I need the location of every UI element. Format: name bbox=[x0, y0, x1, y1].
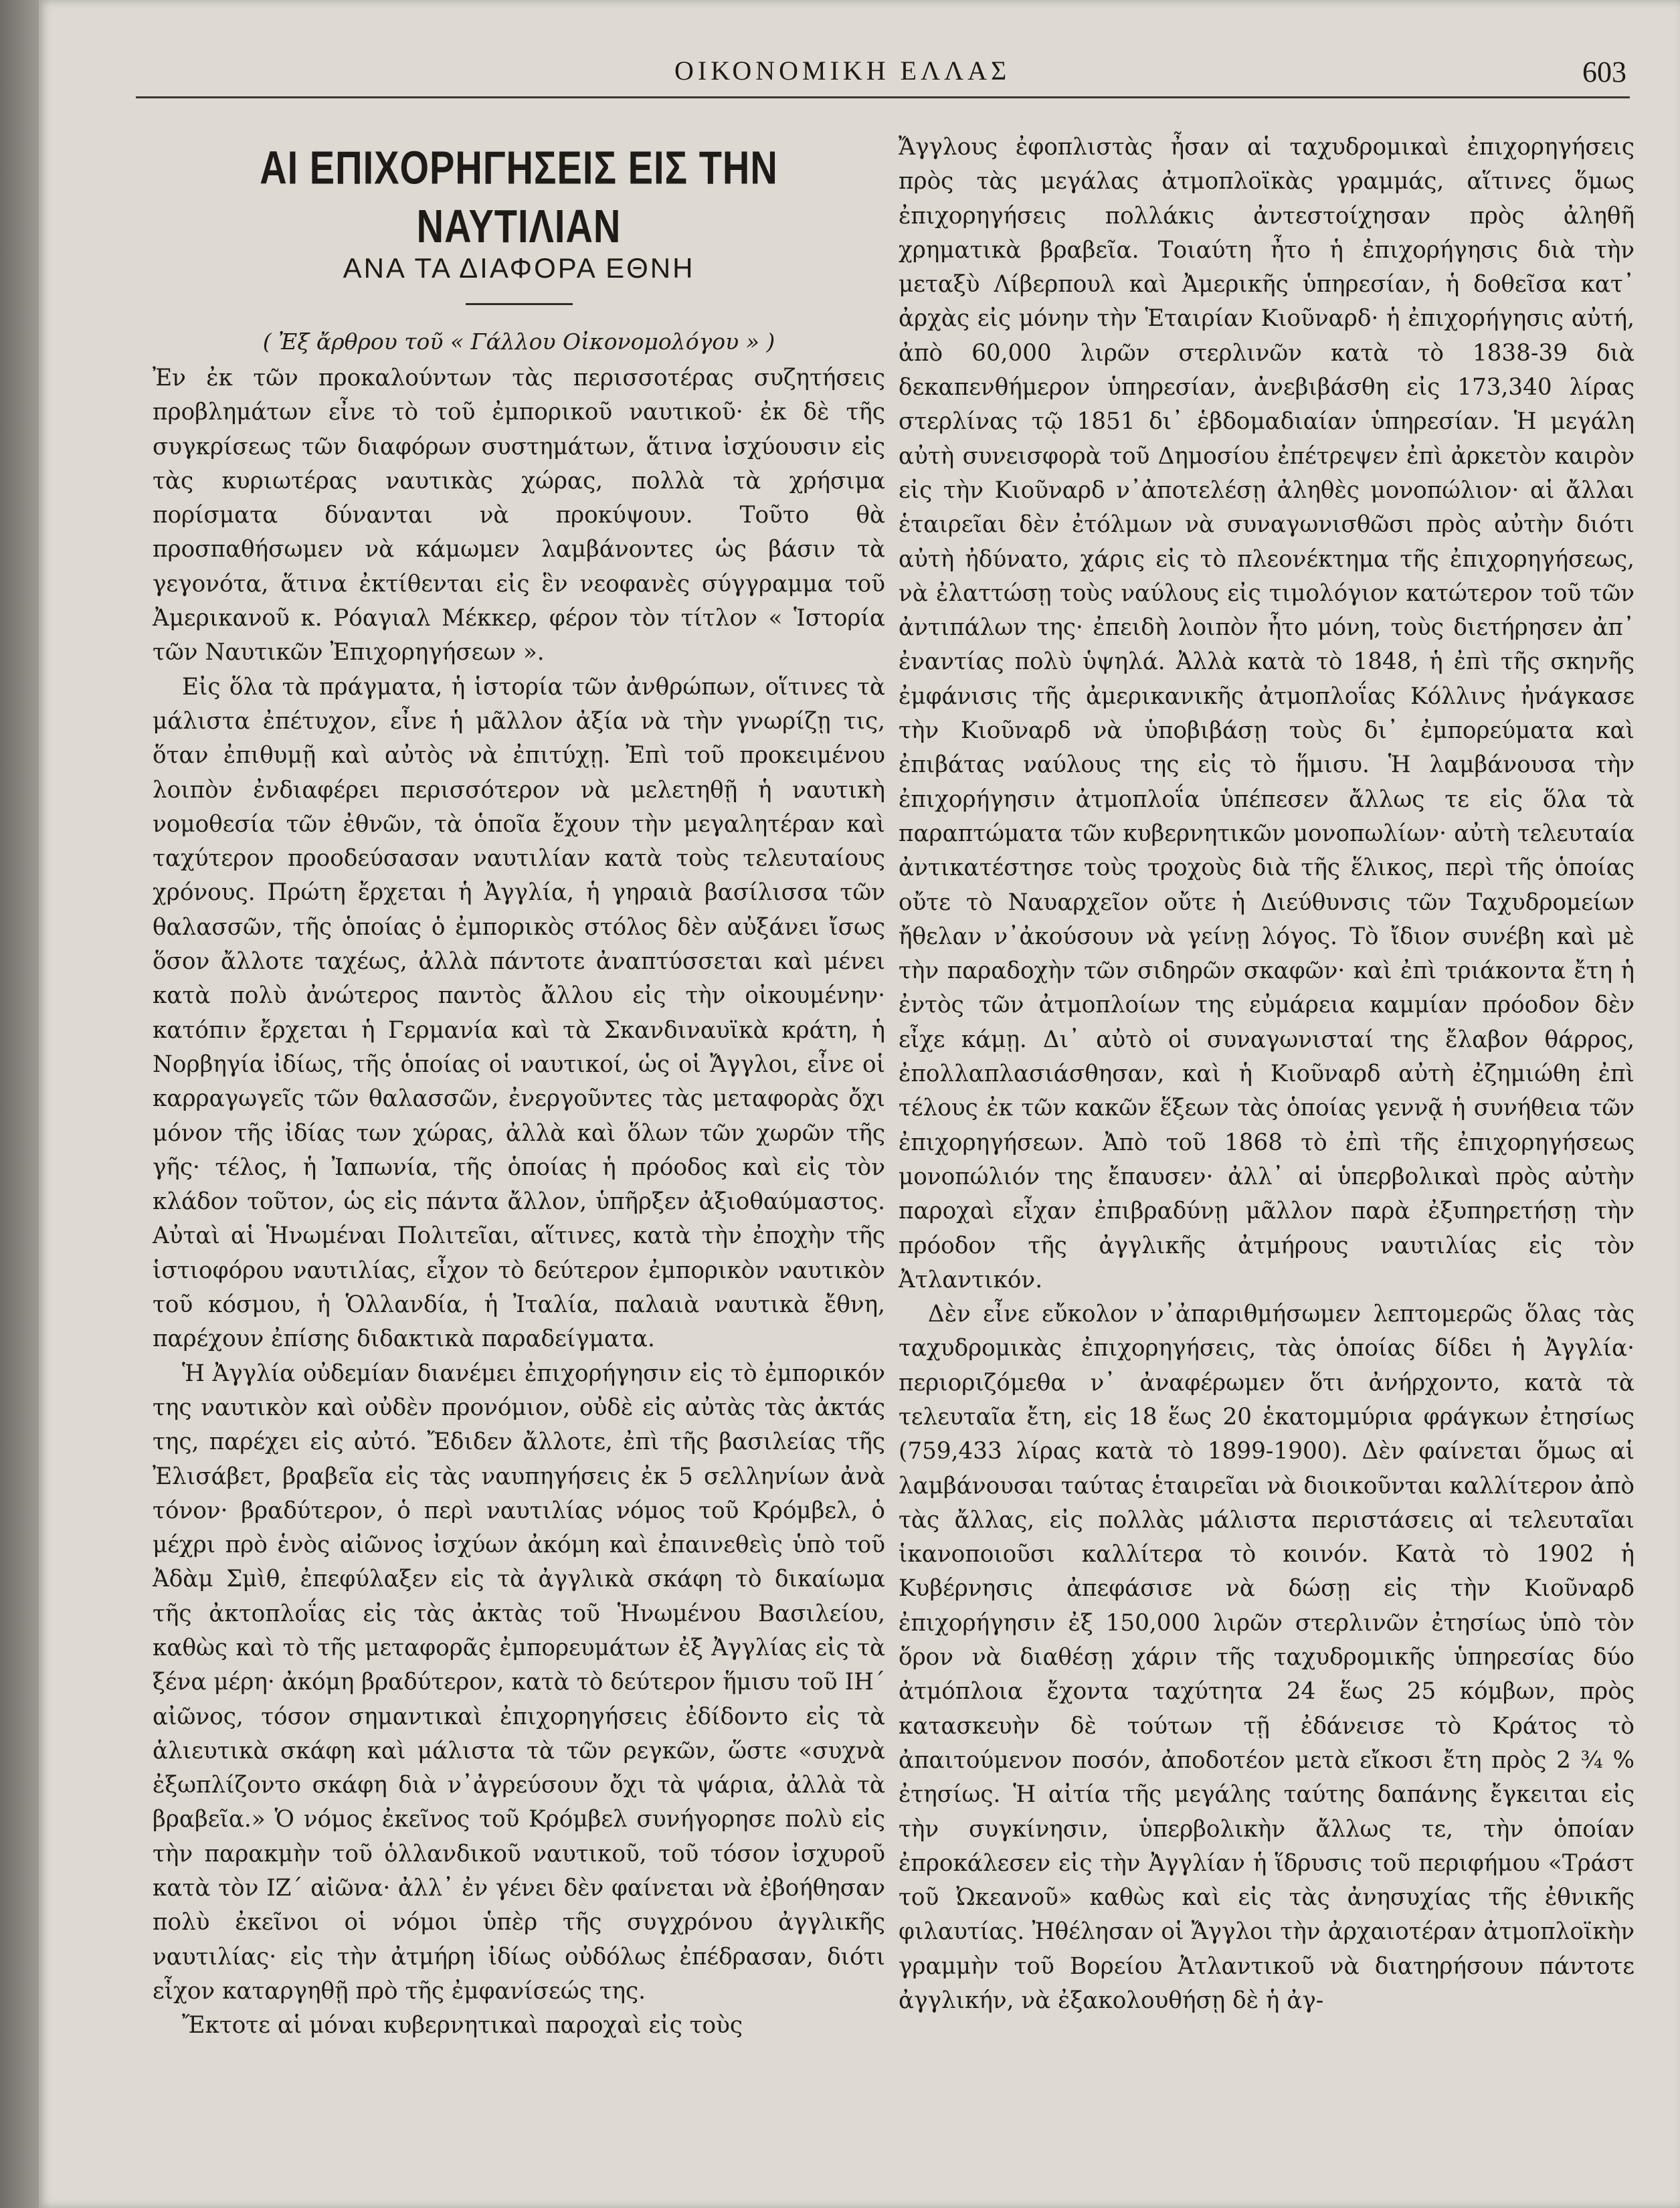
article-subtitle: ΑΝΑ ΤΑ ΔΙΑΦΟΡΑ ΕΘΝΗ bbox=[343, 252, 695, 284]
right-column bbox=[899, 130, 1635, 2018]
source-note: ( Ἐξ ἄρθρου τοῦ « Γάλλου Οἰκονομολόγου » ) bbox=[262, 329, 775, 355]
article-title: ΑΙ ΕΠΙΧΟΡΗΓΗΣΕΙΣ ΕΙΣ ΤΗΝ ΝΑΥΤΙΛΙΑΝ bbox=[260, 141, 778, 252]
paragraph: Ἔκτοτε αἱ μόναι κυβερνητικαὶ παροχαὶ εἰς τοὺς bbox=[182, 2012, 743, 2039]
paragraph: Ἡ Ἀγγλία οὐδεμίαν διανέμει ἐπιχορήγησιν εἰς τὸ ἐμπορικόν της ναυτικὸν καὶ οὐδὲν προνόμιον, οὐδὲ εἰς αὐτὰς τὰς ἀκτάς της, παρέχει εἰς αὐτό. Ἔδιδεν ἄλλοτε, ἐπὶ τῆς βασιλείας τῆς Ἐλισάβετ, βραβεῖα εἰς τὰς ναυπηγήσεις ἐκ 5 σελληνίων ἀνὰ τόνον· βραδύτερον, ὁ περὶ ναυτιλίας νόμος τοῦ Κρόμβελ, ὁ μέχρι πρὸ ἑνὸς αἰῶνος ἰσχύων ἀκόμη καὶ ἐπαινεθεὶς ὑπὸ τοῦ Ἀδὰμ Σμὶθ, ἐπεφύλαξεν εἰς τὰ ἀγγλικὰ σκάφη τὸ δικαίωμα τῆς ἀκτοπλοΐας εἰς τὰς ἀκτὰς τοῦ Ἡνωμένου Βασιλείου, καθὼς καὶ τὸ τῆς μεταφορᾶς ἐμπορευμάτων ἐξ Ἀγγλίας εἰς τὰ ξένα μέρη· ἀκόμη βραδύτερον, κατὰ τὸ δεύτερον ἥμισυ τοῦ ΙΗ΄ αἰῶνος, τόσον σημαντικαὶ ἐπιχορηγήσεις ἐδίδοντο εἰς τὰ ἁλιευτικὰ σκάφη καὶ μάλιστα τὰ τῶν ρεγκῶν, ὥστε «συχνὰ ἐξωπλίζοντο σκάφη διὰ ν᾽ἀγρεύσουν ὄχι τὰ ψάρια, ἀλλὰ τὰ βραβεῖα.» Ὁ νόμος ἐκεῖνος τοῦ Κρόμβελ συνήγορησε πολὺ εἰς τὴν παρακμὴν τοῦ ὁλλανδικοῦ ναυτικοῦ, τοῦ τόσον ἰσχυροῦ κατὰ τὸν ΙΖ΄ αἰῶνα· ἀλλ᾽ ἐν γένει δὲν φαίνεται νὰ ἐβοήθησαν πολὺ ἐκεῖνοι οἱ νόμοι ὑπὲρ τῆς συγχρόνου ἀγγλικῆς ναυτιλίας· εἰς τὴν ἀτμήρη ἰδίως οὐδόλως ἐπέδρασαν, διότι εἶχον καταργηθῇ πρὸ τῆς ἐμφανίσεώς της. bbox=[153, 1360, 885, 2005]
paragraph: Δὲν εἶνε εὔκολον ν᾽ἀπαριθμήσωμεν λεπτομερῶς ὅλας τὰς ταχυδρομικὰς ἐπιχορηγήσεις, τὰς ὁποίας δίδει ἡ Ἀγγλία· περιοριζόμεθα ν᾽ ἀναφέρωμεν ὅτι ἀνήρχοντο, κατὰ τὰ τελευταῖα ἔτη, εἰς 18 ἕως 20 ἑκατομμύρια φράγκων ἐτησίως (759,433 λίρας κατὰ τὸ 1899-1900). Δὲν φαίνεται ὅμως αἱ λαμβάνουσαι ταύτας ἑταιρεῖαι νὰ διοικοῦνται καλλίτερον ἀπὸ τὰς ἄλλας, εἰς πολλὰς μάλιστα περιστάσεις αἱ τελευταῖαι ἱκανοποιοῦσι καλλίτερα τὸ κοινόν. Κατὰ τὸ 1902 ἡ Κυβέρνησις ἀπεφάσισε νὰ δώσῃ εἰς τὴν Κιοῦναρδ ἐπιχορήγησιν ἐξ 150,000 λιρῶν στερλινῶν ἐτησίως ὑπὸ τὸν ὅρον νὰ διαθέσῃ χάριν τῆς ταχυδρομικῆς ὑπηρεσίας δύο ἀτμόπλοια ἔχοντα ταχύτητα 24 ἕως 25 κόμβων, πρὸς κατασκευὴν δὲ τούτων τῇ ἐδάνεισε τὸ Κράτος τὸ ἀπαιτούμενον ποσόν, ἀποδοτέον μετὰ εἴκοσι ἔτη πρὸς 2 ¾ % ἐτησίως. Ἡ αἰτία τῆς μεγάλης ταύτης δαπάνης ἔγκειται εἰς τὴν συγκίνησιν, ὑπερβολικὴν ἄλλως τε, τὴν ὁποίαν ἐπροκάλεσεν εἰς τὴν Ἀγγλίαν ἡ ἵδρυσις τοῦ περιφήμου «Τράστ τοῦ Ὠκεανοῦ» καθὼς καὶ εἰς τὰς ἀνησυχίας τῆς ἐθνικῆς φιλαυτίας. Ἠθέλησαν οἱ Ἄγγλοι τὴν ἀρχαιοτέραν ἀτμοπλοϊκὴν γραμμὴν τοῦ Βορείου Ἀτλαντικοῦ νὰ διατηρήσουν πάντοτε ἀγγλικήν, νὰ ἐξακολουθήσῃ δὲ ἡ ἀγ- bbox=[899, 1301, 1635, 2015]
header-rule bbox=[136, 96, 1630, 98]
paragraph: Ἄγγλους ἐφοπλιστὰς ἦσαν αἱ ταχυδρομικαὶ ἐπιχορηγήσεις πρὸς τὰς μεγάλας ἀτμοπλοϊκὰς γραμμάς, αἵτινες ὅμως ἐπιχορηγήσεις πολλάκις ἀντεστοίχησαν πρὸς ἀληθῆ χρηματικὰ βραβεῖα. Τοιαύτη ἦτο ἡ ἐπιχορήγησις διὰ τὴν μεταξὺ Λίβερπουλ καὶ Ἀμερικῆς ὑπηρεσίαν, ἡ δοθεῖσα κατ᾽ ἀρχὰς εἰς μόνην τὴν Ἑταιρίαν Κιοῦναρδ· ἡ ἐπιχορήγησις αὐτή, ἀπὸ 60,000 λιρῶν στερλινῶν κατὰ τὸ 1838-39 διὰ δεκαπενθήμερον ὑπηρεσίαν, ἀνεβιβάσθη εἰς 173,340 λίρας στερλίνας τῷ 1851 δι᾽ ἑβδομαδιαίαν ὑπηρεσίαν. Ἡ μεγάλη αὐτὴ συνεισφορὰ τοῦ Δημοσίου ἐπέτρεψεν ἐπὶ ἀρκετὸν καιρὸν εἰς τὴν Κιοῦναρδ ν᾽ἀποτελέσῃ ἀληθὲς μονοπώλιον· αἱ ἄλλαι ἑταιρεῖαι δὲν ἐτόλμων νὰ συναγωνισθῶσι πρὸς αὐτὴν διότι αὐτὴ ἠδύνατο, χάρις εἰς τὸ πλεονέκτημα τῆς ἐπιχορηγήσεως, νὰ ἐλαττώσῃ τοὺς ναύλους εἰς τιμολόγιον κατώτερον τοῦ τῶν ἀντιπάλων της· ἐπειδὴ λοιπὸν ἦτο μόνη, τοὺς διετήρησεν ἀπ᾽ ἐναντίας πολὺ ὑψηλά. Ἀλλὰ κατὰ τὸ 1848, ἡ ἐπὶ τῆς σκηνῆς ἐμφάνισις τῆς ἀμερικανικῆς ἀτμοπλοΐας Κόλλινς ἠνάγκασε τὴν Κιοῦναρδ νὰ ὑποβιβάσῃ τοὺς δι᾽ ἐμπορεύματα καὶ ἐπιβάτας ναύλους της εἰς τὸ ἥμισυ. Ἡ λαμβάνουσα τὴν ἐπιχορήγησιν ἀτμοπλοΐα ὑπέπεσεν ἄλλως τε εἰς ὅλα τὰ παραπτώματα τῶν κυβερνητικῶν μονοπωλίων· αὐτὴ τελευταία ἀντικατέστησε τοὺς τροχοὺς διὰ τῆς ἕλικος, περὶ τῆς ὁποίας οὔτε τὸ Ναυαρχεῖον οὔτε ἡ Διεύθυνσις τῶν Ταχυδρομείων ἤθελαν ν᾽ἀκούσουν νὰ γείνῃ λόγος. Τὸ ἴδιον συνέβη καὶ μὲ τὴν παραδοχὴν τῶν σιδηρῶν σκαφῶν· καὶ ἐπὶ τριάκοντα ἔτη ἡ ἐντὸς τῶν ἀτμοπλοίων της εὐμάρεια καμμίαν πρόοδον δὲν εἶχε κάμῃ. Δι᾽ αὐτὸ οἱ συναγωνισταί της ἔλαβον θάρρος, ἐπολλαπλασιάσθησαν, καὶ ἡ Κιοῦναρδ αὐτὴ ἐζημιώθη ἐπὶ τέλους ἐκ τῶν κακῶν ἕξεων τὰς ὁποίας γεννᾷ ἡ συνήθεια τῶν ἐπιχορηγήσεων. Ἀπὸ τοῦ 1868 τὸ ἐπὶ τῆς ἐπιχορηγήσεως μονοπώλιόν της ἔπαυσεν· ἀλλ᾽ αἱ ὑπερβολικαὶ πρὸς αὐτὴν παροχαὶ εἶχαν ἐπιβραδύνῃ μᾶλλον παρὰ ἐξυπηρετήσῃ τὴν πρόοδον τῆς ἀγγλικῆς ἀτμήρους ναυτιλίας εἰς τὸν Ἀτλαντικόν. bbox=[899, 134, 1635, 1293]
left-column bbox=[153, 130, 885, 2043]
paragraph: Ἐν ἐκ τῶν προκαλούντων τὰς περισσοτέρας συζητήσεις προβλημάτων εἶνε τὸ τοῦ ἐμπορικοῦ ναυτικοῦ· ἐκ δὲ τῆς συγκρίσεως τῶν διαφόρων συστημάτων, ἅτινα ἰσχύουσιν εἰς τὰς κυριωτέρας ναυτικὰς χώρας, πολλὰ τὰ χρήσιμα πορίσματα δύνανται νὰ προκύψουν. Τοῦτο θὰ προσπαθήσωμεν νὰ κάμωμεν λαμβάνοντες ὡς βάσιν τὰ γεγονότα, ἅτινα ἐκτίθενται εἰς ἓν νεοφανὲς σύγγραμμα τοῦ Ἀμερικανοῦ κ. Ρόαγιαλ Μέκκερ, φέρον τὸν τίτλον « Ἱστορία τῶν Ναυτικῶν Ἐπιχορηγήσεων ». bbox=[153, 365, 885, 666]
journal-page bbox=[39, 0, 1680, 2208]
paragraph: Εἰς ὅλα τὰ πράγματα, ἡ ἱστορία τῶν ἀνθρώπων, οἵτινες τὰ μάλιστα ἐπέτυχον, εἶνε ἡ μᾶλλον ἀξία νὰ τὴν γνωρίζῃ τις, ὅταν ἐπιθυμῇ καὶ αὐτὸς νὰ ἐπιτύχῃ. Ἐπὶ τοῦ προκειμένου λοιπὸν ἐνδιαφέρει περισσότερον νὰ μελετηθῇ ἡ ναυτικὴ νομοθεσία τῶν ἐθνῶν, τὰ ὁποῖα ἔχουν τὴν μεγαλητέραν καὶ ταχύτερον προοδεύσασαν ναυτιλίαν κατὰ τοὺς τελευταίους χρόνους. Πρώτη ἔρχεται ἡ Ἀγγλία, ἡ γηραιὰ βασίλισσα τῶν θαλασσῶν, τῆς ὁποίας ὁ ἐμπορικὸς στόλος δὲν αὐξάνει ἴσως ὅσον ἄλλοτε ταχέως, ἀλλὰ πάντοτε ἀναπτύσσεται καὶ μένει κατὰ πολὺ ἀνώτερος παντὸς ἄλλου εἰς τὴν οἰκουμένην· κατόπιν ἔρχεται ἡ Γερμανία καὶ τὰ Σκανδιναυϊκὰ κράτη, ἡ Νορβηγία ἰδίως, τῆς ὁποίας οἱ ναυτικοί, ὡς οἱ Ἄγγλοι, εἶνε οἱ καρραγωγεῖς τῶν θαλασσῶν, ἐνεργοῦντες τὰς μεταφορὰς ὄχι μόνον τῆς ἰδίας των χώρας, ἀλλὰ καὶ ὅλων τῶν χωρῶν τῆς γῆς· τέλος, ἡ Ἰαπωνία, τῆς ὁποίας ἡ πρόοδος καὶ εἰς τὸν κλάδον τοῦτον, ὡς εἰς πάντα ἄλλον, ὑπῆρξεν ἀξιοθαύμαστος. Αὐταὶ αἱ Ἡνωμέναι Πολιτεῖαι, αἵτινες, κατὰ τὴν ἐποχὴν τῆς ἱστιοφόρου ναυτιλίας, εἶχον τὸ δεύτερον ἐμπορικὸν ναυτικὸν τοῦ κόσμου, ἡ Ὁλλανδία, ἡ Ἰταλία, παλαιὰ ναυτικὰ ἔθνη, παρέχουν ἐπίσης διδακτικὰ παραδείγματα. bbox=[153, 673, 885, 1353]
running-head bbox=[39, 55, 1680, 95]
page-number: 603 bbox=[1582, 56, 1626, 88]
journal-title: ΟΙΚΟΝΟΜΙΚΗ ΕΛΛΑΣ bbox=[674, 56, 1011, 86]
title-divider bbox=[466, 303, 573, 305]
scan-edge bbox=[0, 0, 39, 2208]
